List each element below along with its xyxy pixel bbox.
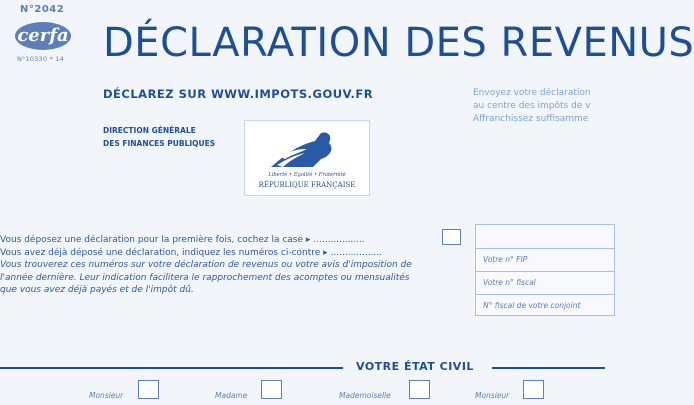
etat-civil-title: VOTRE ÉTAT CIVIL (356, 360, 474, 373)
civility-mademoiselle-label: Mademoiselle (339, 391, 391, 400)
website-link[interactable]: DÉCLAREZ SUR WWW.IMPOTS.GOUV.FR (103, 87, 374, 101)
first-time-text: Vous déposez une déclaration pour la première fois, cochez la case ▸ .................. (0, 235, 365, 245)
civility-madame-checkbox[interactable] (261, 380, 282, 399)
send-line-1: Envoyez votre déclaration (473, 88, 591, 98)
fiscal-number-field[interactable] (476, 271, 614, 294)
civility-madame-label: Madame (215, 391, 248, 400)
direction-line-2: DES FINANCES PUBLIQUES (103, 139, 216, 148)
send-line-2: au centre des impôts de v (473, 101, 591, 111)
section-divider-right (492, 367, 605, 369)
already-filed-text: Vous avez déjà déposé une déclaration, indiquez les numéros ci-contre ▸ .................. (0, 247, 383, 258)
fiscal-number-label: Votre n° fiscal (483, 278, 536, 287)
direction-name (103, 124, 215, 150)
note-line-2: l'année dernière. Leur indication facilitera le rapprochement des acomptes ou mensualités (0, 272, 410, 283)
motto: Liberté • Égalité • Fraternité (268, 172, 346, 178)
send-instructions (473, 87, 591, 126)
marianne-icon (263, 127, 353, 171)
page-title: DÉCLARATION DES REVENUS (103, 20, 694, 66)
civility-monsieur-label: Monsieur (89, 391, 124, 400)
spouse-fiscal-number-field[interactable] (476, 294, 614, 317)
civility-mademoiselle-checkbox[interactable] (409, 380, 430, 399)
civility-monsieur-2-checkbox[interactable] (523, 380, 544, 399)
send-line-3: Affranchissez suffisamme (473, 114, 589, 124)
note-line-1: Vous trouverez ces numéros sur votre déclaration de revenus ou votre avis d'imposition de (0, 260, 412, 270)
republic-label: RÉPUBLIQUE FRANÇAISE (258, 181, 356, 189)
civility-monsieur-checkbox[interactable] (138, 380, 159, 399)
instructions (0, 234, 412, 297)
spouse-fiscal-number-label: N° fiscal de votre conjoint (483, 301, 581, 310)
direction-line-1: DIRECTION GÉNÉRALE (103, 126, 196, 135)
cerfa-sub-number: N°10330 * 14 (17, 55, 64, 63)
cerfa-logo: cerfa (15, 22, 71, 50)
tax-ids-box (475, 224, 615, 316)
first-declaration-checkbox[interactable] (442, 229, 461, 245)
note-line-3: que vous avez déjà payés et de l'impôt dû. (0, 285, 194, 295)
fip-number-field[interactable] (476, 248, 614, 271)
civility-monsieur-2-label: Monsieur (475, 391, 510, 400)
marianne-logo (244, 120, 370, 196)
cerfa-number: N°2042 (20, 4, 65, 15)
section-divider-left (0, 367, 343, 369)
fip-number-label: Votre n° FIP (483, 255, 528, 264)
